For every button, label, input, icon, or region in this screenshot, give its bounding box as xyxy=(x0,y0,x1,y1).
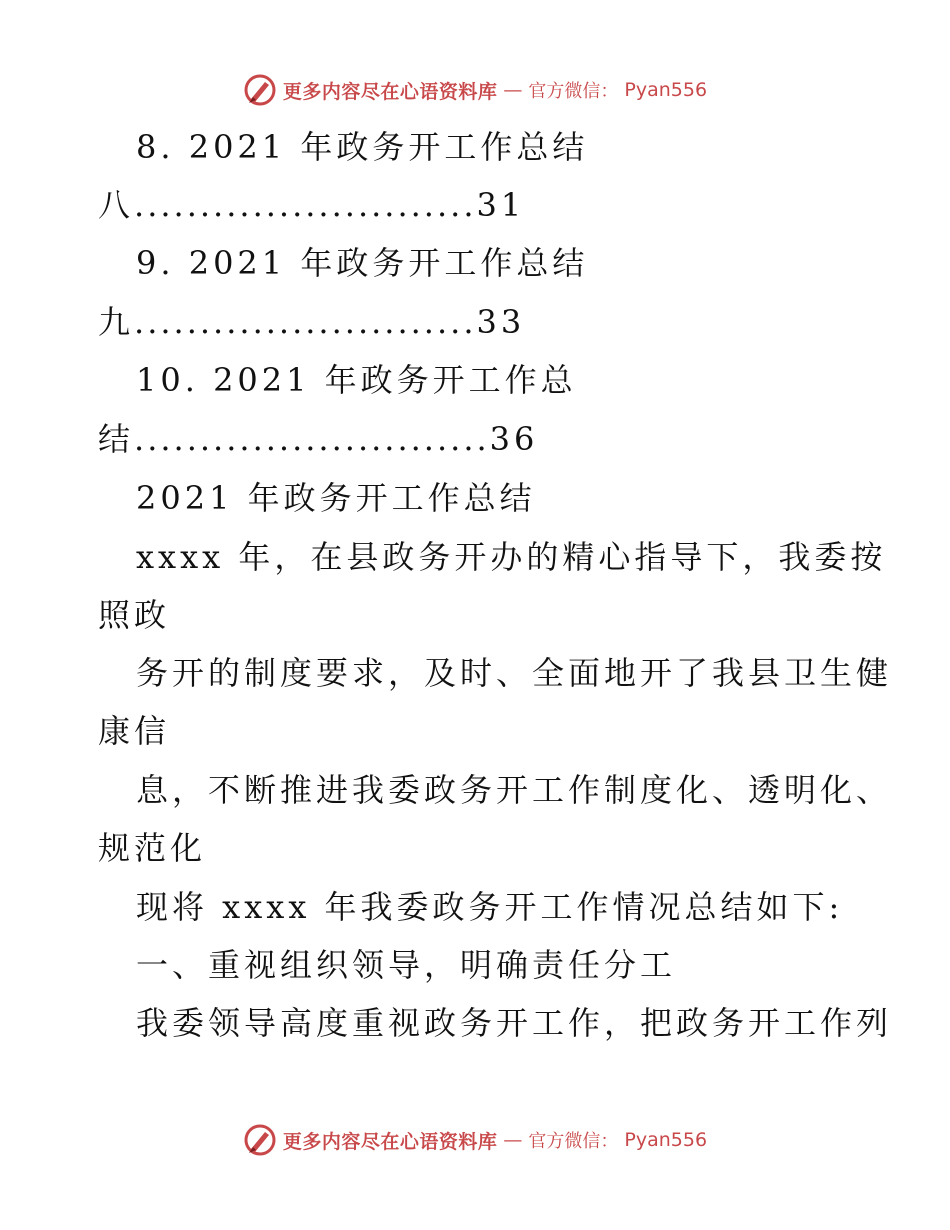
watermark-text: 更多内容尽在心语资料库 xyxy=(282,80,498,103)
toc-entry-10-page: 36 xyxy=(489,420,539,458)
paragraph-line: 规范化 xyxy=(98,829,207,867)
toc-entry-8-tail: 八 xyxy=(98,186,135,224)
paragraph-line: xxxx 年，在县政务开办的精心指导下，我委按 xyxy=(136,538,887,576)
paragraph-line: 我委领导高度重视政务开工作，把政务开工作列 xyxy=(136,1004,893,1042)
toc-entry-9-tail: 九 xyxy=(98,303,135,341)
watermark-dash: — xyxy=(503,79,523,101)
toc-entry-8-leader xyxy=(98,185,525,225)
toc-entry-8-title: 8. 2021 年政务开工作总结 xyxy=(136,128,589,166)
paragraph-line: 息，不断推进我委政务开工作制度化、透明化、 xyxy=(136,771,893,809)
toc-entry-9-page: 33 xyxy=(476,303,526,341)
watermark-text: 更多内容尽在心语资料库 xyxy=(282,1130,498,1153)
pen-logo-icon xyxy=(243,73,277,107)
watermark-wechat-label: 官方微信： xyxy=(528,81,619,102)
paragraph-line: 务开的制度要求，及时、全面地开了我县卫生健 xyxy=(136,654,893,692)
toc-entry-10-dots: ........................... xyxy=(134,420,490,458)
footer-watermark xyxy=(0,1120,950,1160)
document-heading: 2021 年政务开工作总结 xyxy=(136,479,536,517)
toc-entry-8-dots: .......................... xyxy=(134,186,477,224)
toc-entry-10-tail: 结 xyxy=(98,420,135,458)
toc-entry-10-leader xyxy=(98,419,538,459)
toc-entry-10-title: 10. 2021 年政务开工作总 xyxy=(136,361,577,399)
paragraph-line: 照政 xyxy=(98,596,171,634)
paragraph-line: 康信 xyxy=(98,712,171,750)
watermark-wechat-id: Pyan556 xyxy=(624,1129,708,1151)
toc-entry-9-dots: .......................... xyxy=(134,303,477,341)
toc-entry-8-page: 31 xyxy=(476,186,526,224)
watermark-wechat-id: Pyan556 xyxy=(624,79,708,101)
section-heading: 一、重视组织领导，明确责任分工 xyxy=(136,946,677,984)
toc-entry-9-title: 9. 2021 年政务开工作总结 xyxy=(136,244,589,282)
toc-entry-9-leader xyxy=(98,302,525,342)
watermark-dash: — xyxy=(503,1129,523,1151)
watermark-wechat-label: 官方微信： xyxy=(528,1131,619,1152)
paragraph-line: 现将 xxxx 年我委政务开工作情况总结如下: xyxy=(136,888,844,926)
header-watermark xyxy=(0,70,950,110)
pen-logo-icon xyxy=(243,1123,277,1157)
